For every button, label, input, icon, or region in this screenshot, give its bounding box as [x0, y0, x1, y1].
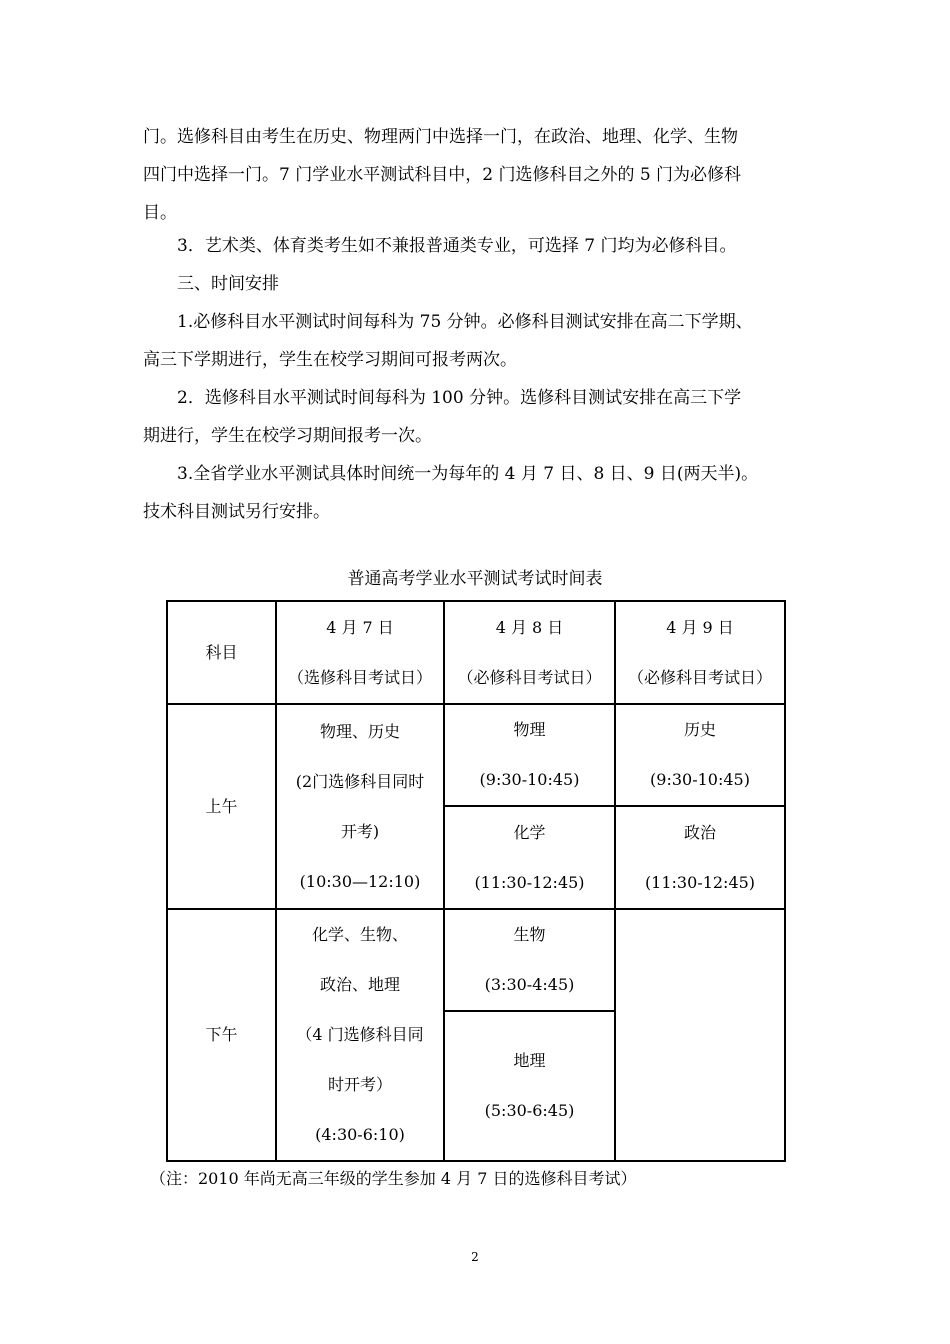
cell-pm-april-9-empty: [615, 909, 785, 1161]
text-line: 2．选修科目水平测试时间每科为 100 分钟。选修科目测试安排在高三下学: [177, 388, 742, 408]
page-number: 2: [471, 1250, 479, 1264]
text-line: 目。: [143, 203, 177, 223]
header-april-9: [615, 601, 785, 704]
cell-line: 物理: [513, 720, 546, 739]
cell-line: 地理: [513, 1051, 546, 1070]
day-type-label: （必修科目考试日）: [457, 667, 602, 687]
date-label: 4 月 9 日: [666, 617, 734, 637]
cell-line: 化学: [513, 822, 546, 842]
text-line: 高三下学期进行，学生在校学习期间可报考两次。: [143, 350, 517, 370]
cell-line: 物理、历史: [319, 721, 400, 741]
cell-line: 化学、生物、: [311, 925, 408, 944]
cell-am-april-8-first: [444, 704, 615, 806]
text-line: 3.全省学业水平测试具体时间统一为每年的 4 月 7 日、8 日、9 日(两天半)。: [177, 464, 759, 484]
section-heading-schedule: [143, 265, 810, 303]
table-row-morning-1: [167, 704, 785, 806]
cell-line: (5:30-6:45): [484, 1101, 575, 1120]
date-label: 4 月 8 日: [495, 617, 564, 637]
cell-line: 开考): [340, 821, 380, 841]
cell-am-april-9-second: [615, 806, 785, 909]
table-caption: 普通高考学业水平测试考试时间表: [347, 569, 603, 589]
exam-schedule-table: [166, 600, 786, 1162]
text-line: 三、时间安排: [177, 274, 279, 294]
cell-pm-april-8-second: [444, 1011, 615, 1161]
cell-am-april-8-second: [444, 806, 615, 909]
cell-pm-april-7: [276, 909, 444, 1161]
cell-line: (11:30-12:45): [474, 872, 585, 892]
paragraph-subject-selection: [143, 118, 810, 232]
text-line: 3．艺术类、体育类考生如不兼报普通类专业，可选择 7 门均为必修科目。: [177, 236, 737, 256]
cell-line: 政治、地理: [319, 975, 400, 994]
header-subject: 科目: [167, 601, 276, 704]
text-line: 四门中选择一门。7 门学业水平测试科目中，2 门选修科目之外的 5 门为必修科: [143, 165, 742, 185]
cell-line: (9:30-10:45): [650, 770, 750, 789]
table-header-row: [167, 601, 785, 704]
cell-line: 政治: [683, 822, 716, 842]
cell-line: （4 门选修科目同: [296, 1025, 424, 1044]
header-april-8: [444, 601, 615, 704]
date-label: 4 月 7 日: [326, 617, 394, 637]
cell-am-april-7: [276, 704, 444, 909]
label-morning: 上午: [167, 704, 276, 909]
cell-line: 生物: [513, 925, 546, 944]
cell-line: (11:30-12:45): [644, 872, 756, 892]
paragraph-art-sports: [143, 227, 810, 265]
table-note: （注：2010 年尚无高三年级的学生参加 4 月 7 日的选修科目考试）: [150, 1169, 637, 1188]
day-type-label: （必修科目考试日）: [627, 667, 772, 687]
cell-line: (10:30—12:10): [299, 871, 421, 891]
cell-line: (3:30-4:45): [484, 975, 575, 994]
cell-pm-april-8-first: [444, 909, 615, 1011]
text-line: 门。选修科目由考生在历史、物理两门中选择一门，在政治、地理、化学、生物: [143, 127, 738, 147]
cell-line: (9:30-10:45): [479, 770, 580, 789]
paragraph-test-dates: [143, 455, 810, 531]
text-line: 1.必修科目水平测试时间每科为 75 分钟。必修科目测试安排在高二下学期、: [177, 312, 753, 332]
cell-line: (4:30-6:10): [315, 1125, 405, 1144]
header-april-7: [276, 601, 444, 704]
cell-line: 历史: [683, 720, 716, 739]
text-line: 期进行，学生在校学习期间报考一次。: [143, 426, 432, 446]
cell-am-april-9-first: [615, 704, 785, 806]
day-type-label: （选修科目考试日）: [287, 667, 432, 687]
cell-line: 时开考）: [327, 1075, 392, 1094]
text-line: 技术科目测试另行安排。: [143, 502, 330, 522]
cell-line: (2门选修科目同时: [295, 771, 425, 791]
table-row-afternoon-1: [167, 909, 785, 1011]
paragraph-elective-subjects: [143, 379, 810, 455]
label-afternoon: 下午: [167, 909, 276, 1161]
paragraph-required-subjects: [143, 303, 810, 379]
